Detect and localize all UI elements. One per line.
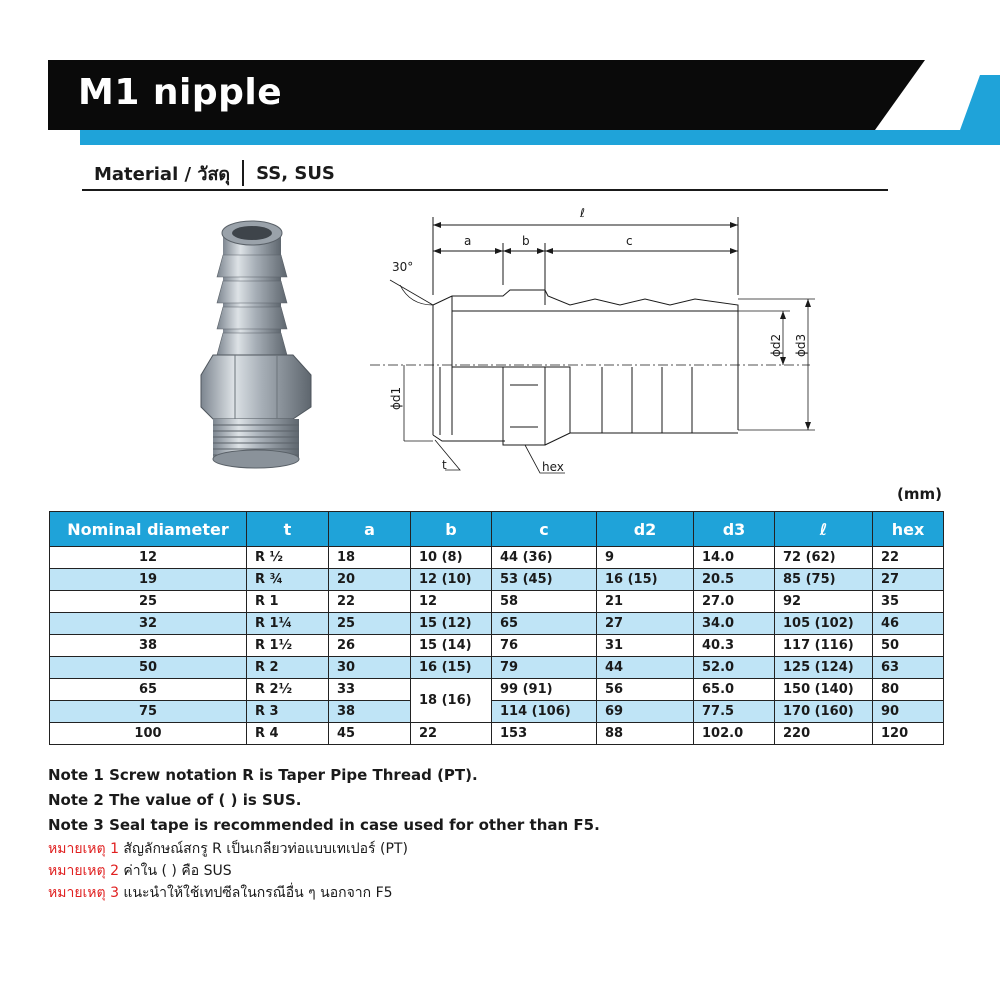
- cell-hex: 63: [873, 657, 944, 679]
- cell-hex: 90: [873, 701, 944, 723]
- cell-d2: 69: [597, 701, 694, 723]
- cell-a: 38: [329, 701, 411, 723]
- cell-length: 92: [775, 591, 873, 613]
- cell-nominal: 32: [50, 613, 247, 635]
- cell-t: R 2: [247, 657, 329, 679]
- col-header-b: b: [411, 512, 492, 547]
- cell-t: R 1½: [247, 635, 329, 657]
- cell-b: 15 (12): [411, 613, 492, 635]
- cell-b: 16 (15): [411, 657, 492, 679]
- material-row: [94, 160, 335, 186]
- product-photo: [195, 215, 335, 470]
- dim-a-label: a: [464, 234, 472, 248]
- cell-nominal: 50: [50, 657, 247, 679]
- cell-d3: 20.5: [694, 569, 775, 591]
- cell-d2: 21: [597, 591, 694, 613]
- cell-hex: 22: [873, 547, 944, 569]
- cell-b: 10 (8): [411, 547, 492, 569]
- cell-a: 22: [329, 591, 411, 613]
- col-header-d2: d2: [597, 512, 694, 547]
- cell-hex: 35: [873, 591, 944, 613]
- cell-a: 26: [329, 635, 411, 657]
- table-row: [50, 569, 944, 591]
- unit-label: (mm): [897, 485, 942, 503]
- note-th-2-label: หมายเหตุ 2: [48, 863, 119, 879]
- cell-d3: 14.0: [694, 547, 775, 569]
- cell-hex: 50: [873, 635, 944, 657]
- cell-d2: 88: [597, 723, 694, 745]
- note-en-2: Note 2 The value of ( ) is SUS.: [48, 791, 302, 809]
- dim-length-label: ℓ: [580, 206, 585, 220]
- cell-hex: 80: [873, 679, 944, 701]
- material-separator: [242, 160, 244, 186]
- dim-angle-label: 30°: [392, 260, 414, 274]
- cell-hex: 46: [873, 613, 944, 635]
- cell-c: 76: [492, 635, 597, 657]
- table-row: [50, 723, 944, 745]
- cell-a: 33: [329, 679, 411, 701]
- cell-d3: 102.0: [694, 723, 775, 745]
- cell-t: R 1: [247, 591, 329, 613]
- cell-a: 45: [329, 723, 411, 745]
- cell-d3: 65.0: [694, 679, 775, 701]
- cell-length: 125 (124): [775, 657, 873, 679]
- cell-length: 105 (102): [775, 613, 873, 635]
- col-header-c: c: [492, 512, 597, 547]
- cell-b: 12: [411, 591, 492, 613]
- table-row: [50, 591, 944, 613]
- table-header-row: [50, 512, 944, 547]
- table-row: [50, 635, 944, 657]
- cell-nominal: 75: [50, 701, 247, 723]
- cell-c: 58: [492, 591, 597, 613]
- spec-table: [49, 511, 944, 745]
- col-header-a: a: [329, 512, 411, 547]
- col-header-nominal: Nominal diameter: [50, 512, 247, 547]
- note-th-3: [48, 883, 600, 905]
- cell-d3: 77.5: [694, 701, 775, 723]
- technical-drawing: [370, 195, 850, 485]
- cell-a: 30: [329, 657, 411, 679]
- col-header-t: t: [247, 512, 329, 547]
- cell-d2: 56: [597, 679, 694, 701]
- cell-nominal: 38: [50, 635, 247, 657]
- cell-d2: 31: [597, 635, 694, 657]
- col-header-d3: d3: [694, 512, 775, 547]
- cell-b-merged: 18 (16): [411, 679, 492, 723]
- cell-c: 44 (36): [492, 547, 597, 569]
- dim-c-label: c: [626, 234, 633, 248]
- notes-section: [48, 764, 600, 905]
- dim-b-label: b: [522, 234, 530, 248]
- cell-c: 153: [492, 723, 597, 745]
- note-th-3-label: หมายเหตุ 3: [48, 885, 119, 901]
- cell-d3: 34.0: [694, 613, 775, 635]
- cell-hex: 27: [873, 569, 944, 591]
- cell-b: 12 (10): [411, 569, 492, 591]
- note-th-1: [48, 839, 600, 861]
- cell-d3: 27.0: [694, 591, 775, 613]
- cell-length: 72 (62): [775, 547, 873, 569]
- table-row: [50, 679, 944, 701]
- cell-c: 114 (106): [492, 701, 597, 723]
- cell-t: R 3: [247, 701, 329, 723]
- cell-d2: 16 (15): [597, 569, 694, 591]
- table-row: [50, 701, 944, 723]
- col-header-hex: hex: [873, 512, 944, 547]
- material-label: Material / วัสดุ: [94, 163, 231, 185]
- cell-t: R ¾: [247, 569, 329, 591]
- cell-length: 117 (116): [775, 635, 873, 657]
- page-title: M1 nipple: [78, 72, 283, 113]
- cell-t: R 1¼: [247, 613, 329, 635]
- note-th-2-text: ค่าใน ( ) คือ SUS: [118, 863, 232, 879]
- dim-hex-label: hex: [542, 460, 564, 474]
- cell-c: 65: [492, 613, 597, 635]
- cell-length: 220: [775, 723, 873, 745]
- cell-a: 25: [329, 613, 411, 635]
- dim-d2-label: ϕd2: [769, 333, 783, 357]
- dim-t-label: t: [442, 458, 447, 472]
- col-header-length: ℓ: [775, 512, 873, 547]
- cell-t: R 4: [247, 723, 329, 745]
- note-th-2: [48, 861, 600, 883]
- table-row: [50, 547, 944, 569]
- cell-t: R ½: [247, 547, 329, 569]
- cell-d2: 9: [597, 547, 694, 569]
- table-row: [50, 613, 944, 635]
- material-underline: [82, 189, 888, 191]
- dim-d3-label: ϕd3: [794, 333, 808, 357]
- cell-t: R 2½: [247, 679, 329, 701]
- cell-d2: 44: [597, 657, 694, 679]
- material-value: SS, SUS: [256, 162, 335, 184]
- cell-d3: 52.0: [694, 657, 775, 679]
- cell-length: 85 (75): [775, 569, 873, 591]
- cell-c: 99 (91): [492, 679, 597, 701]
- note-th-1-text: สัญลักษณ์สกรู R เป็นเกลียวท่อแบบเทเปอร์ (PT): [118, 841, 408, 857]
- cell-nominal: 65: [50, 679, 247, 701]
- cell-a: 18: [329, 547, 411, 569]
- cell-nominal: 12: [50, 547, 247, 569]
- note-th-3-text: แนะนำให้ใช้เทปซีลในกรณีอื่น ๆ นอกจาก F5: [118, 885, 393, 901]
- cell-length: 150 (140): [775, 679, 873, 701]
- cell-hex: 120: [873, 723, 944, 745]
- cell-nominal: 19: [50, 569, 247, 591]
- cell-c: 53 (45): [492, 569, 597, 591]
- note-en-1: Note 1 Screw notation R is Taper Pipe Thread (PT).: [48, 766, 478, 784]
- cell-a: 20: [329, 569, 411, 591]
- table-row: [50, 657, 944, 679]
- cell-b: 15 (14): [411, 635, 492, 657]
- note-th-1-label: หมายเหตุ 1: [48, 841, 119, 857]
- cell-c: 79: [492, 657, 597, 679]
- cell-d2: 27: [597, 613, 694, 635]
- cell-length: 170 (160): [775, 701, 873, 723]
- cell-nominal: 25: [50, 591, 247, 613]
- dim-d1-label: ϕd1: [389, 386, 403, 410]
- cell-b: 22: [411, 723, 492, 745]
- cell-nominal: 100: [50, 723, 247, 745]
- note-en-3: Note 3 Seal tape is recommended in case used for other than F5.: [48, 816, 600, 834]
- cell-d3: 40.3: [694, 635, 775, 657]
